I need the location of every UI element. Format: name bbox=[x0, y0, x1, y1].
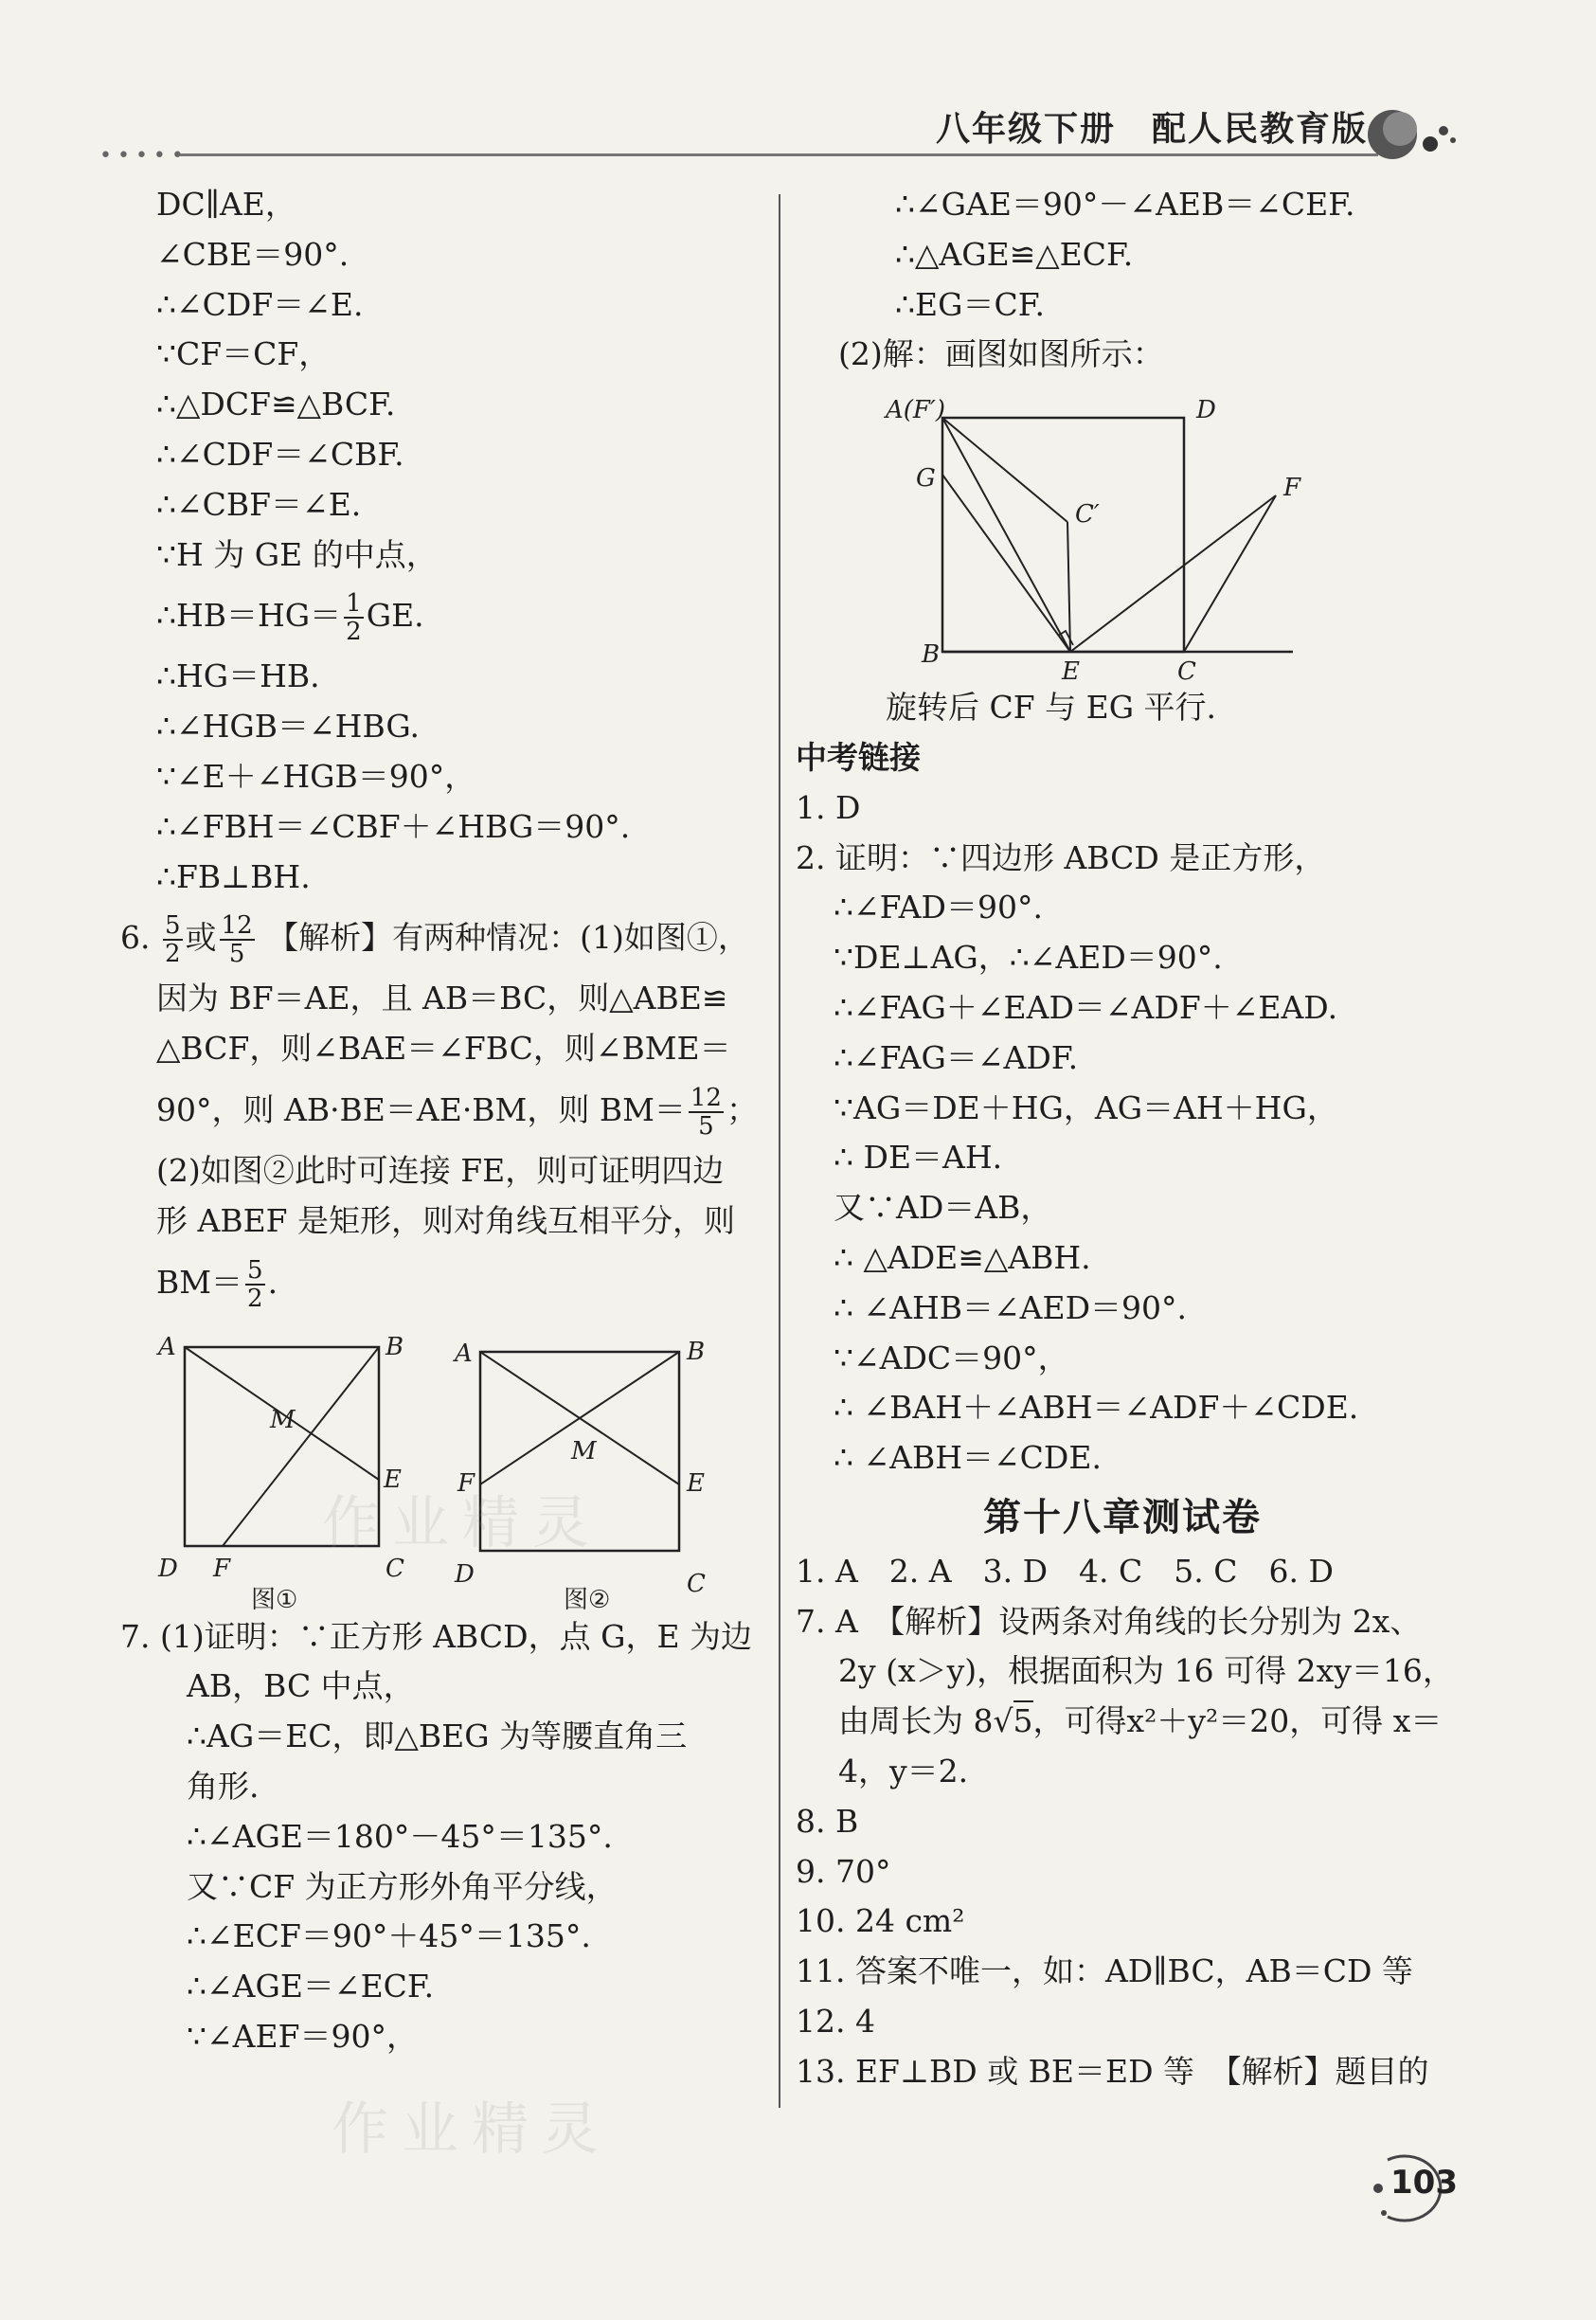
fig2-label-e: E bbox=[687, 1468, 705, 1498]
chapter-title: 第十八章测试卷 bbox=[983, 1495, 1262, 1539]
text-line: 旋转后 CF 与 EG 平行. bbox=[886, 689, 1217, 727]
fig3-label-b: B bbox=[922, 640, 941, 670]
fig1-label-e: E bbox=[384, 1465, 402, 1494]
hb-prefix: ∴HB＝HG＝ bbox=[156, 597, 342, 635]
hb-equation-line bbox=[156, 580, 772, 652]
text-line: ∠CBE＝90°. bbox=[156, 235, 350, 273]
fig3-label-c-prime: C′ bbox=[1075, 500, 1100, 530]
watermark: 作业精灵 bbox=[332, 2096, 612, 2163]
fig3-line-ac-prime bbox=[942, 418, 1067, 522]
fig3-line-ae bbox=[942, 418, 1070, 652]
sqrt-radicand: 5 bbox=[1013, 1702, 1033, 1740]
fig1-label-b: B bbox=[386, 1332, 404, 1361]
fraction-numerator: 1 bbox=[346, 589, 362, 619]
fraction-5-2 bbox=[163, 912, 183, 967]
or-text: 或 bbox=[185, 919, 217, 957]
text-line: 又∵CF 为正方形外角平分线， bbox=[187, 1867, 618, 1905]
q6-bm-line bbox=[156, 1074, 772, 1146]
figures-svg bbox=[147, 1328, 753, 1612]
fig1-label-a: A bbox=[158, 1332, 176, 1361]
rotation-figure bbox=[838, 380, 1350, 683]
bm-prefix: BM＝ bbox=[156, 1263, 243, 1301]
text-line: 又∵AD＝AB， bbox=[834, 1189, 1052, 1227]
text-line: (2)解：画图如图所示： bbox=[838, 335, 1164, 373]
q6-bm-half-line bbox=[156, 1247, 772, 1319]
text-line: 因为 BF＝AE，且 AB＝BC，则△ABE≌ bbox=[156, 980, 728, 1017]
q6-bm-suffix: ； bbox=[726, 1090, 758, 1128]
fraction-denominator: 2 bbox=[165, 940, 181, 969]
text-line: △BCF，则∠BAE＝∠FBC，则∠BME＝ bbox=[156, 1030, 731, 1068]
fraction-half bbox=[344, 590, 364, 645]
fig3-line-c-prime-e bbox=[1067, 522, 1070, 652]
fraction-5-2 bbox=[245, 1257, 265, 1312]
figure-2 bbox=[453, 1338, 706, 1612]
question-number: 6. bbox=[120, 919, 151, 957]
fig2-label-c: C bbox=[687, 1569, 706, 1598]
text-line: 12. 4 bbox=[796, 2002, 875, 2040]
fig2-label-d: D bbox=[455, 1559, 475, 1589]
bm-suffix: . bbox=[267, 1263, 278, 1301]
proof-lines-a bbox=[156, 180, 772, 580]
text-line: ∴∠AGE＝180°－45°＝135°. bbox=[187, 1817, 613, 1855]
fig2-label-a: A bbox=[455, 1339, 473, 1368]
fig2-label-f: F bbox=[457, 1468, 475, 1498]
t7-suffix: ，可得x²＋y²＝20，可得 x＝ bbox=[1032, 1702, 1443, 1740]
text-line: 1. D bbox=[796, 788, 861, 826]
text-line: ∴FB⊥BH. bbox=[156, 857, 311, 895]
text-line: 角形. bbox=[187, 1767, 260, 1805]
fraction-12-5 bbox=[220, 912, 255, 967]
text-line: 2. 证明：∵四边形 ABCD 是正方形， bbox=[796, 838, 1326, 876]
text-line: 4，y＝2. bbox=[838, 1752, 969, 1789]
q6-analysis-text: 【解析】有两种情况：(1)如图①， bbox=[267, 919, 749, 957]
fig1-label-m: M bbox=[270, 1405, 296, 1434]
text-line: AB，BC 中点， bbox=[187, 1667, 415, 1705]
fig1-label-c: C bbox=[386, 1554, 404, 1583]
fig3-label-f: F bbox=[1283, 474, 1301, 503]
text-line: ∵CF＝CF， bbox=[156, 335, 331, 373]
fig3-square bbox=[942, 418, 1184, 652]
text-line: ∴EG＝CF. bbox=[895, 285, 1045, 323]
fig3-label-g: G bbox=[916, 464, 936, 494]
text-line: 13. EF⊥BD 或 BE＝ED 等 【解析】题目的 bbox=[796, 2052, 1429, 2090]
column-divider bbox=[779, 194, 780, 2108]
left-column bbox=[120, 180, 772, 2062]
fig2-label-m: M bbox=[571, 1436, 597, 1466]
fraction-numerator: 12 bbox=[221, 911, 253, 941]
text-line: ∴∠FAG＋∠EAD＝∠ADF＋∠EAD. bbox=[834, 988, 1338, 1026]
header-dots: ••••• bbox=[99, 144, 189, 168]
fig3-line-ge bbox=[942, 475, 1070, 652]
fig2-caption: 图② bbox=[564, 1585, 611, 1612]
hb-suffix: GE. bbox=[366, 597, 424, 635]
text-line: 8. B bbox=[796, 1802, 859, 1840]
text-line: ∵∠ADC＝90°， bbox=[834, 1339, 1069, 1376]
text-line: 9. 70° bbox=[796, 1852, 891, 1890]
text-line: ∴ △ADE≌△ABH. bbox=[834, 1238, 1091, 1276]
q7-continued bbox=[796, 180, 1449, 330]
text-line: DC∥AE， bbox=[156, 186, 296, 223]
t7-prefix: 由周长为 8 bbox=[838, 1702, 994, 1740]
test-answers bbox=[796, 1547, 1454, 2097]
text-line: ∴∠CDF＝∠CBF. bbox=[156, 435, 404, 473]
t7-perimeter-line bbox=[838, 1697, 1449, 1747]
figure-pair bbox=[156, 1328, 772, 1612]
text-line: ∴ DE＝AH. bbox=[834, 1139, 1003, 1177]
right-column bbox=[796, 180, 1454, 2097]
q7-block bbox=[120, 1612, 772, 2062]
fraction-12-5 bbox=[689, 1085, 724, 1140]
text-line: ∴∠HGB＝∠HBG. bbox=[156, 708, 421, 746]
proof-lines-b bbox=[156, 652, 772, 902]
fig1-caption: 图① bbox=[251, 1585, 298, 1612]
text-line: ∵AG＝DE＋HG，AG＝AH＋HG， bbox=[834, 1088, 1338, 1126]
text-line: ∴ ∠BAH＋∠ABH＝∠ADF＋∠CDE. bbox=[834, 1389, 1359, 1427]
text-line: 形 ABEF 是矩形，则对角线互相平分，则 bbox=[156, 1201, 736, 1239]
text-line: 2y (x＞y)，根据面积为 16 可得 2xy＝16， bbox=[838, 1652, 1454, 1690]
text-line: ∴△AGE≌△ECF. bbox=[895, 235, 1134, 273]
text-line: 7. A 【解析】设两条对角线的长分别为 2x、 bbox=[796, 1602, 1422, 1640]
text-line: ∴HG＝HB. bbox=[156, 657, 320, 695]
text-line: ∴∠AGE＝∠ECF. bbox=[187, 1968, 435, 2005]
page-number: 103 bbox=[1390, 2164, 1458, 2202]
text-line: ∴∠FAG＝∠ADF. bbox=[834, 1038, 1079, 1076]
text-line: ∵∠AEF＝90°， bbox=[187, 2017, 418, 2055]
text-line: ∴ ∠AHB＝∠AED＝90°. bbox=[834, 1288, 1188, 1326]
fraction-denominator: 5 bbox=[698, 1111, 714, 1141]
fig3-line-ef bbox=[1070, 495, 1276, 652]
q6-first-line bbox=[120, 902, 772, 974]
text-line: ∴△DCF≌△BCF. bbox=[156, 386, 396, 423]
text-line: ∴ ∠ABH＝∠CDE. bbox=[834, 1439, 1102, 1477]
text-line: ∵∠E＋∠HGB＝90°， bbox=[156, 757, 476, 795]
text-line: ∴∠CBF＝∠E. bbox=[156, 485, 362, 523]
fig3-label-e: E bbox=[1062, 657, 1080, 684]
text-line: 11. 答案不唯一，如：AD∥BC，AB＝CD 等 bbox=[796, 1952, 1413, 1990]
text-line: ∴∠GAE＝90°－∠AEB＝∠CEF. bbox=[895, 186, 1355, 223]
header-title: 八年级下册 配人民教育版 bbox=[936, 110, 1369, 149]
fig3-label-a: A(F′) bbox=[886, 396, 946, 425]
fig1-label-f: F bbox=[213, 1554, 231, 1583]
sqrt-sign: √ bbox=[993, 1702, 1013, 1740]
text-line: ∴∠FBH＝∠CBF＋∠HBG＝90°. bbox=[156, 807, 631, 845]
fraction-numerator: 5 bbox=[247, 1255, 263, 1285]
text-line: ∴∠FAD＝90°. bbox=[834, 889, 1043, 926]
text-line: 7. (1)证明：∵正方形 ABCD，点 G，E 为边 bbox=[120, 1617, 753, 1655]
section-label-zhongkao: 中考链接 bbox=[796, 738, 921, 776]
fig3-label-d: D bbox=[1196, 396, 1216, 425]
text-line: ∵DE⊥AG，∴∠AED＝90°. bbox=[834, 939, 1223, 977]
header-rule bbox=[180, 153, 1378, 156]
text-line: ∴∠CDF＝∠E. bbox=[156, 285, 364, 323]
fig3-line-cf bbox=[1184, 495, 1276, 652]
fraction-denominator: 5 bbox=[228, 940, 245, 969]
fraction-numerator: 5 bbox=[165, 911, 181, 941]
text-line: ∴AG＝EC，即△BEG 为等腰直角三 bbox=[187, 1718, 688, 1755]
watermark: 作业精灵 bbox=[322, 1490, 602, 1556]
fraction-denominator: 2 bbox=[247, 1284, 263, 1313]
fig1-label-d: D bbox=[158, 1554, 178, 1583]
text-line: ∵H 为 GE 的中点， bbox=[156, 535, 438, 573]
fig2-label-b: B bbox=[687, 1337, 706, 1366]
fig3-label-c: C bbox=[1177, 657, 1196, 684]
fraction-numerator: 12 bbox=[690, 1083, 722, 1112]
fraction-denominator: 2 bbox=[346, 618, 362, 647]
text-line: (2)如图②此时可连接 FE，则可证明四边 bbox=[156, 1151, 725, 1189]
text-line: ∴∠ECF＝90°＋45°＝135°. bbox=[187, 1917, 591, 1955]
figure-1 bbox=[156, 1333, 404, 1612]
text-line: 1. A 2. A 3. D 4. C 5. C 6. D bbox=[796, 1552, 1334, 1590]
zhongkao-block bbox=[796, 783, 1449, 1484]
text-line: 10. 24 cm² bbox=[796, 1902, 965, 1940]
q6-bm-prefix: 90°，则 AB·BE＝AE·BM，则 BM＝ bbox=[156, 1090, 686, 1128]
publisher-logo-icon bbox=[1364, 102, 1459, 163]
